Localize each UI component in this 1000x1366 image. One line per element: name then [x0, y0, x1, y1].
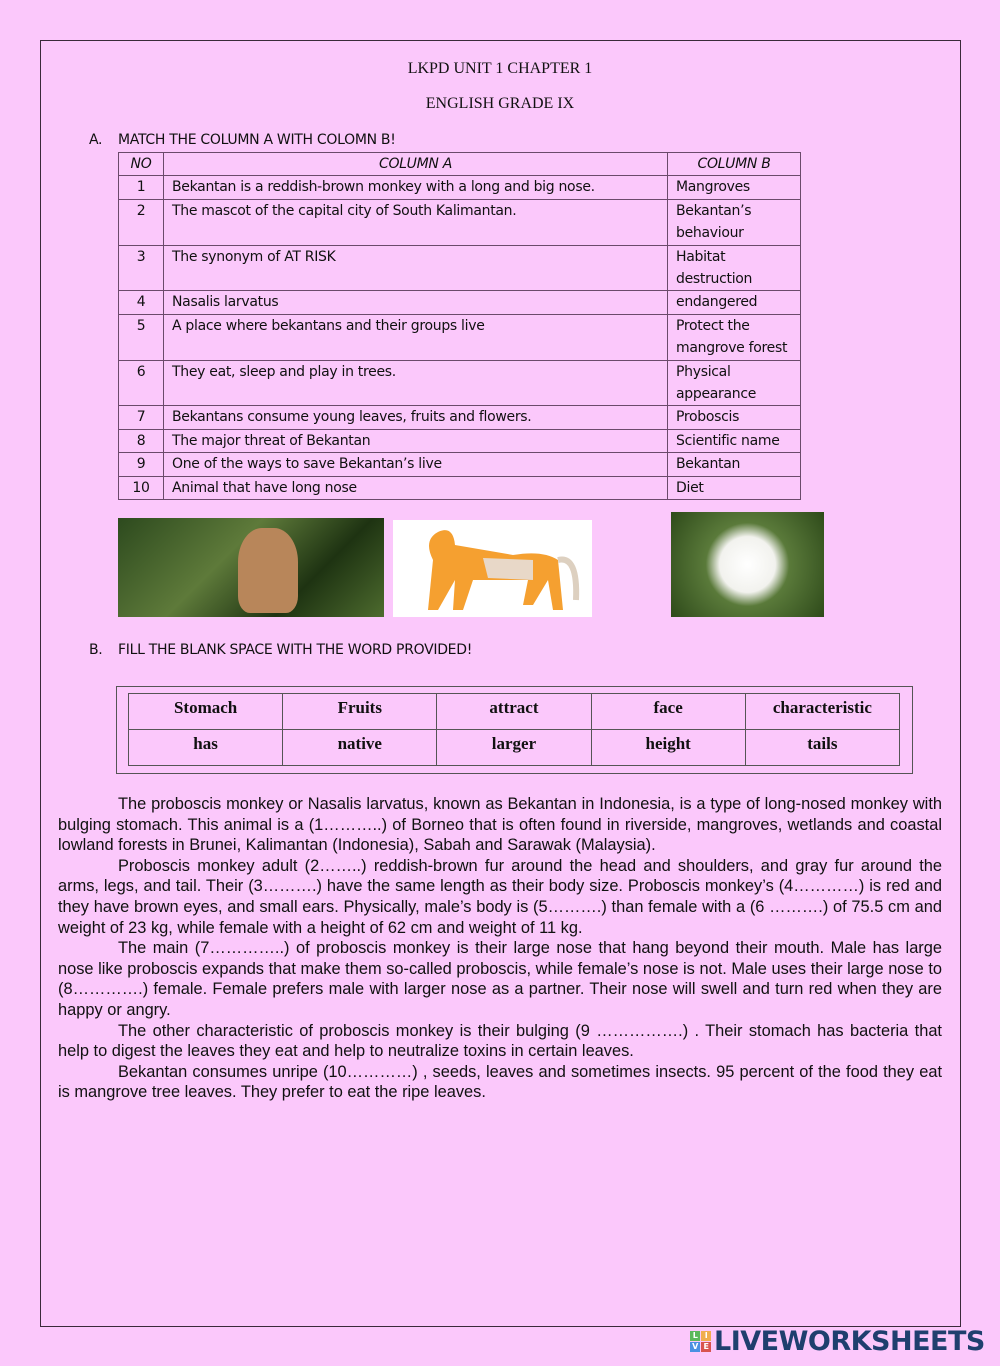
column-a-cell: Animal that have long nose	[164, 476, 668, 499]
table-row	[119, 199, 801, 245]
table-row	[119, 476, 801, 499]
word-bank-word: Stomach	[129, 694, 283, 730]
table-row	[119, 245, 801, 291]
monkey-cartoon-image	[393, 520, 592, 617]
paragraph: The main (7…………..) of proboscis monkey is their large nose that hang beyond their mouth. Male has large nose like proboscis expands that make them so-called proboscis, while female’s nose is not. Male uses their large nose to (8………….) female. Female prefers male with larger nose as a partner. Their nose will swell and turn red when they are happy or angry.	[58, 939, 942, 1019]
fill-blank-text	[58, 794, 942, 1103]
column-b-cell: Protect the mangrove forest	[668, 314, 801, 360]
word-bank-word: has	[129, 730, 283, 766]
word-bank-word: tails	[745, 730, 899, 766]
header-no: NO	[119, 153, 164, 176]
row-number: 2	[119, 199, 164, 245]
table-row	[119, 429, 801, 452]
table-row	[119, 453, 801, 476]
column-a-cell: They eat, sleep and play in trees.	[164, 360, 668, 406]
table-row	[119, 314, 801, 360]
column-b-cell: Proboscis	[668, 406, 801, 429]
word-bank-word: attract	[437, 694, 591, 730]
monkey-figure	[238, 528, 298, 613]
header-column-b: COLUMN B	[668, 153, 801, 176]
column-a-cell: The synonym of AT RISK	[164, 245, 668, 291]
word-bank-word: characteristic	[745, 694, 899, 730]
paragraph: Bekantan consumes unripe (10…………) , seeds, leaves and sometimes insects. 95 percent of the food they eat is mangrove tree leaves. They prefer to eat the ripe leaves.	[58, 1062, 942, 1102]
column-b-cell: Scientific name	[668, 429, 801, 452]
section-a-heading: A. MATCH THE COLUMN A WITH COLOMN B!	[89, 132, 396, 148]
row-number: 6	[119, 360, 164, 406]
row-number: 10	[119, 476, 164, 499]
column-a-cell: A place where bekantans and their groups live	[164, 314, 668, 360]
row-number: 8	[119, 429, 164, 452]
worksheet-title: LKPD UNIT 1 CHAPTER 1	[407, 60, 593, 77]
row-number: 3	[119, 245, 164, 291]
table-row	[119, 291, 801, 314]
liveworksheets-logo: L I V E LIVEWORKSHEETS	[690, 1326, 985, 1357]
table-row	[119, 360, 801, 406]
column-a-cell: Bekantan is a reddish-brown monkey with a long and big nose.	[164, 176, 668, 199]
row-number: 4	[119, 291, 164, 314]
column-b-cell: Bekantan’s behaviour	[668, 199, 801, 245]
column-b-cell: Physical appearance	[668, 360, 801, 406]
column-b-cell: Habitat destruction	[668, 245, 801, 291]
word-bank-word: larger	[437, 730, 591, 766]
worksheet-subtitle: ENGLISH GRADE IX	[425, 95, 575, 112]
match-table	[118, 152, 801, 500]
table-row	[119, 176, 801, 199]
row-number: 1	[119, 176, 164, 199]
column-b-cell: Mangroves	[668, 176, 801, 199]
header-column-a: COLUMN A	[164, 153, 668, 176]
proboscis-monkey-photo	[118, 518, 384, 617]
word-bank-word: height	[591, 730, 745, 766]
row-number: 7	[119, 406, 164, 429]
word-bank-word: Fruits	[283, 694, 437, 730]
column-a-cell: Nasalis larvatus	[164, 291, 668, 314]
column-a-cell: One of the ways to save Bekantan’s live	[164, 453, 668, 476]
column-a-cell: Bekantans consume young leaves, fruits and flowers.	[164, 406, 668, 429]
paragraph: Proboscis monkey adult (2……..) reddish-brown fur around the head and shoulders, and gray fur around the arms, legs, and tail. Their (3……….) have the same length as their body size. Proboscis monkey’s (4…………) is red and they have brown eyes, and small ears. Physically, male’s body is (5……….) than female with a (6 ……….) of 75.5 cm and weight of 23 kg, while female with a height of 62 cm and weight of 11 kg.	[58, 856, 942, 937]
table-row	[119, 406, 801, 429]
word-bank-word: native	[283, 730, 437, 766]
white-lily-photo	[671, 512, 824, 617]
column-a-cell: The major threat of Bekantan	[164, 429, 668, 452]
word-bank	[116, 686, 913, 774]
section-b-heading: B. FILL THE BLANK SPACE WITH THE WORD PROVIDED!	[89, 642, 473, 658]
logo-icon: L I V E	[690, 1331, 711, 1352]
column-a-cell: The mascot of the capital city of South Kalimantan.	[164, 199, 668, 245]
paragraph: The other characteristic of proboscis monkey is their bulging (9 …………….) . Their stomach has bacteria that help to digest the leaves they eat and help to neutralize toxins in certain leaves.	[58, 1021, 942, 1061]
column-b-cell: endangered	[668, 291, 801, 314]
row-number: 9	[119, 453, 164, 476]
row-number: 5	[119, 314, 164, 360]
word-bank-word: face	[591, 694, 745, 730]
paragraph: The proboscis monkey or Nasalis larvatus, known as Bekantan in Indonesia, is a type of long-nosed monkey with bulging stomach. This animal is a (1………..) of Borneo that is often found in riverside, mangroves, wetlands and coastal lowland forests in Brunei, Kalimantan (Indonesia), Sabah and Sarawak (Malaysia).	[58, 795, 942, 855]
column-b-cell: Diet	[668, 476, 801, 499]
column-b-cell: Bekantan	[668, 453, 801, 476]
